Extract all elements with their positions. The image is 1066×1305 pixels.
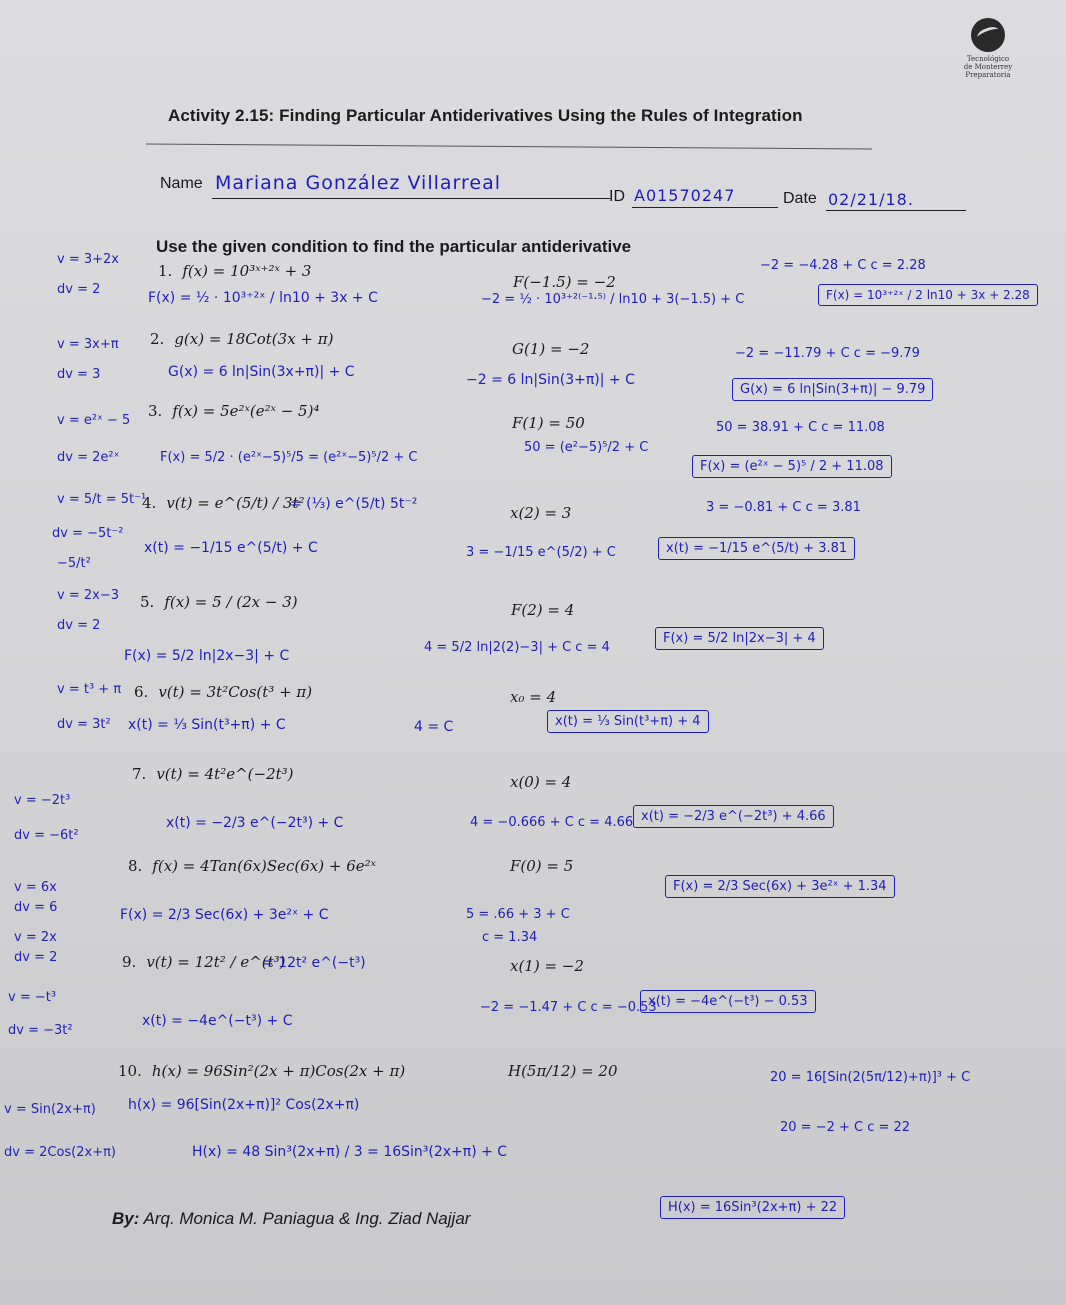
substitution-note: dv = 2e²ˣ — [57, 450, 120, 465]
name-underline — [212, 198, 610, 199]
work-step: h(x) = 96[Sin(2x+π)]² Cos(2x+π) — [128, 1097, 360, 1113]
answer-box: x(t) = −2/3 e^(−2t³) + 4.66 — [633, 805, 834, 828]
problem-expression: f(x) = 10³ˣ⁺²ˣ + 3 — [182, 262, 312, 280]
problem-expression: v(t) = 12t² / e^(t³) — [146, 953, 286, 971]
answer-box: x(t) = −1/15 e^(5/t) + 3.81 — [658, 537, 855, 560]
problem-number: 10. — [118, 1062, 142, 1080]
substitution-note: dv = 2 — [57, 618, 101, 633]
work-step: 3 = −0.81 + C c = 3.81 — [706, 500, 861, 515]
work-step: 3 = −1/15 e^(5/2) + C — [466, 545, 616, 560]
problem-number: 6. — [134, 683, 149, 701]
answer-box: G(x) = 6 ln|Sin(3+π)| − 9.79 — [732, 378, 933, 401]
work-step: F(x) = 5/2 · (e²ˣ−5)⁵/5 = (e²ˣ−5)⁵/2 + C — [160, 450, 418, 465]
id-value: A01570247 — [634, 186, 736, 205]
work-step: 20 = 16[Sin(2(5π/12)+π)]³ + C — [770, 1070, 971, 1085]
work-step: 4 = 5/2 ln|2(2)−3| + C c = 4 — [424, 640, 610, 655]
problem-expression: g(x) = 18Cot(3x + π) — [174, 330, 334, 348]
problem-number: 5. — [140, 593, 155, 611]
work-step: x(t) = ⅓ Sin(t³+π) + C — [128, 717, 286, 733]
initial-condition: x₀ = 4 — [510, 688, 557, 706]
activity-title: Activity 2.15: Finding Particular Antiderivatives Using the Rules of Integration — [168, 106, 803, 125]
school-logo — [955, 18, 1021, 79]
work-step: F(x) = 5/2 ln|2x−3| + C — [124, 648, 290, 664]
work-step: F(x) = ½ · 10³⁺²ˣ / ln10 + 3x + C — [148, 290, 378, 306]
substitution-note: v = 3+2x — [57, 252, 119, 267]
substitution-note: v = t³ + π — [57, 682, 122, 697]
substitution-note: dv = −5t⁻² — [52, 526, 124, 541]
work-step: 50 = 38.91 + C c = 11.08 — [716, 420, 885, 435]
substitution-note: v = 3x+π — [57, 337, 119, 352]
work-step: x(t) = −1/15 e^(5/t) + C — [144, 540, 318, 556]
logo-emblem-icon — [971, 18, 1005, 52]
substitution-note: v = Sin(2x+π) — [4, 1102, 96, 1117]
work-step: = 12t² e^(−t³) — [262, 955, 366, 971]
substitution-note: v = −t³ — [8, 990, 57, 1005]
problem-number: 8. — [128, 857, 143, 875]
substitution-note: dv = 6 — [14, 900, 58, 915]
substitution-note: v = −2t³ — [14, 793, 71, 808]
answer-box: H(x) = 16Sin³(2x+π) + 22 — [660, 1196, 845, 1219]
work-step: 50 = (e²−5)⁵/2 + C — [524, 440, 649, 455]
work-step: −2 = −4.28 + C c = 2.28 — [760, 258, 926, 273]
work-step: −2 = 6 ln|Sin(3+π)| + C — [466, 372, 635, 388]
work-step: x(t) = −4e^(−t³) + C — [142, 1013, 293, 1029]
work-step: 4 = −0.666 + C c = 4.66 — [470, 815, 634, 830]
problem-expression: f(x) = 5 / (2x − 3) — [164, 593, 298, 611]
substitution-note: dv = 2Cos(2x+π) — [4, 1145, 117, 1160]
substitution-note: v = 2x−3 — [57, 588, 119, 603]
substitution-note: dv = 3t² — [57, 717, 111, 732]
problem-expression: h(x) = 96Sin²(2x + π)Cos(2x + π) — [151, 1062, 406, 1080]
substitution-note: v = 6x — [14, 880, 57, 895]
name-label: Name — [160, 175, 203, 192]
id-underline — [632, 207, 778, 208]
problem-expression: v(t) = 3t²Cos(t³ + π) — [158, 683, 313, 701]
initial-condition: F(1) = 50 — [512, 414, 585, 432]
substitution-note: dv = −3t² — [8, 1023, 73, 1038]
work-step: x(t) = −2/3 e^(−2t³) + C — [166, 815, 344, 831]
initial-condition: G(1) = −2 — [512, 340, 590, 358]
substitution-note: −5/t² — [57, 556, 91, 571]
logo-text: Tecnológico de Monterrey Preparatoria — [963, 55, 1013, 79]
initial-condition: x(0) = 4 — [510, 773, 572, 791]
by-label: By: — [112, 1209, 140, 1228]
substitution-note: dv = 3 — [57, 367, 101, 382]
substitution-note: dv = 2 — [57, 282, 101, 297]
initial-condition: H(5π/12) = 20 — [508, 1062, 618, 1080]
footer-credits — [112, 1209, 470, 1229]
work-step: 5 = .66 + 3 + C — [466, 907, 570, 922]
work-step: H(x) = 48 Sin³(2x+π) / 3 = 16Sin³(2x+π) + C — [192, 1144, 508, 1160]
id-label: ID — [609, 188, 625, 205]
initial-condition: x(1) = −2 — [510, 957, 584, 975]
work-step: 20 = −2 + C c = 22 — [780, 1120, 911, 1135]
substitution-note: dv = −6t² — [14, 828, 79, 843]
work-step: −2 = ½ · 10³⁺²⁽⁻¹·⁵⁾ / ln10 + 3(−1.5) + C — [481, 292, 745, 307]
initial-condition: x(2) = 3 — [510, 504, 572, 522]
title-divider — [146, 143, 872, 149]
problem-number: 4. — [142, 494, 157, 512]
name-value: Mariana González Villarreal — [215, 172, 502, 194]
answer-box: F(x) = 2/3 Sec(6x) + 3e²ˣ + 1.34 — [665, 875, 895, 898]
work-step: F(x) = 2/3 Sec(6x) + 3e²ˣ + C — [120, 907, 329, 923]
answer-box: F(x) = 10³⁺²ˣ / 2 ln10 + 3x + 2.28 — [818, 284, 1038, 306]
problem-number: 9. — [122, 953, 137, 971]
date-value: 02/21/18. — [828, 190, 914, 209]
date-label: Date — [783, 190, 817, 207]
initial-condition: F(−1.5) = −2 — [513, 273, 616, 291]
problem-number: 1. — [158, 262, 173, 280]
answer-box: x(t) = ⅓ Sin(t³+π) + 4 — [547, 710, 709, 733]
problem-number: 2. — [150, 330, 165, 348]
problem-number: 7. — [132, 765, 147, 783]
answer-box: F(x) = 5/2 ln|2x−3| + 4 — [655, 627, 824, 650]
problem-expression: v(t) = e^(5/t) / 3t² — [166, 494, 305, 512]
substitution-note: dv = 2 — [14, 950, 58, 965]
work-step: −2 = −1.47 + C c = −0.53 — [480, 1000, 657, 1015]
initial-condition: F(0) = 5 — [510, 857, 574, 875]
problem-expression: f(x) = 5e²ˣ(e²ˣ − 5)⁴ — [172, 402, 320, 420]
initial-condition: F(2) = 4 — [511, 601, 575, 619]
authors: Arq. Monica M. Paniagua & Ing. Ziad Najjar — [143, 1209, 471, 1228]
answer-box: x(t) = −4e^(−t³) − 0.53 — [640, 990, 816, 1013]
problem-expression: f(x) = 4Tan(6x)Sec(6x) + 6e²ˣ — [152, 857, 376, 875]
work-step: −2 = −11.79 + C c = −9.79 — [735, 346, 920, 361]
date-underline — [826, 210, 966, 211]
instructions: Use the given condition to find the particular antiderivative — [156, 237, 632, 256]
problem-number: 3. — [148, 402, 163, 420]
work-step: G(x) = 6 ln|Sin(3x+π)| + C — [168, 364, 355, 380]
answer-box: F(x) = (e²ˣ − 5)⁵ / 2 + 11.08 — [692, 455, 892, 478]
problem-expression: v(t) = 4t²e^(−2t³) — [156, 765, 294, 783]
substitution-note: v = 5/t = 5t⁻¹ — [57, 492, 147, 507]
work-step: c = 1.34 — [482, 930, 538, 945]
work-step: = (⅓) e^(5/t) 5t⁻² — [290, 496, 418, 512]
substitution-note: v = 2x — [14, 930, 57, 945]
substitution-note: v = e²ˣ − 5 — [57, 413, 131, 428]
work-step: 4 = C — [414, 719, 454, 735]
